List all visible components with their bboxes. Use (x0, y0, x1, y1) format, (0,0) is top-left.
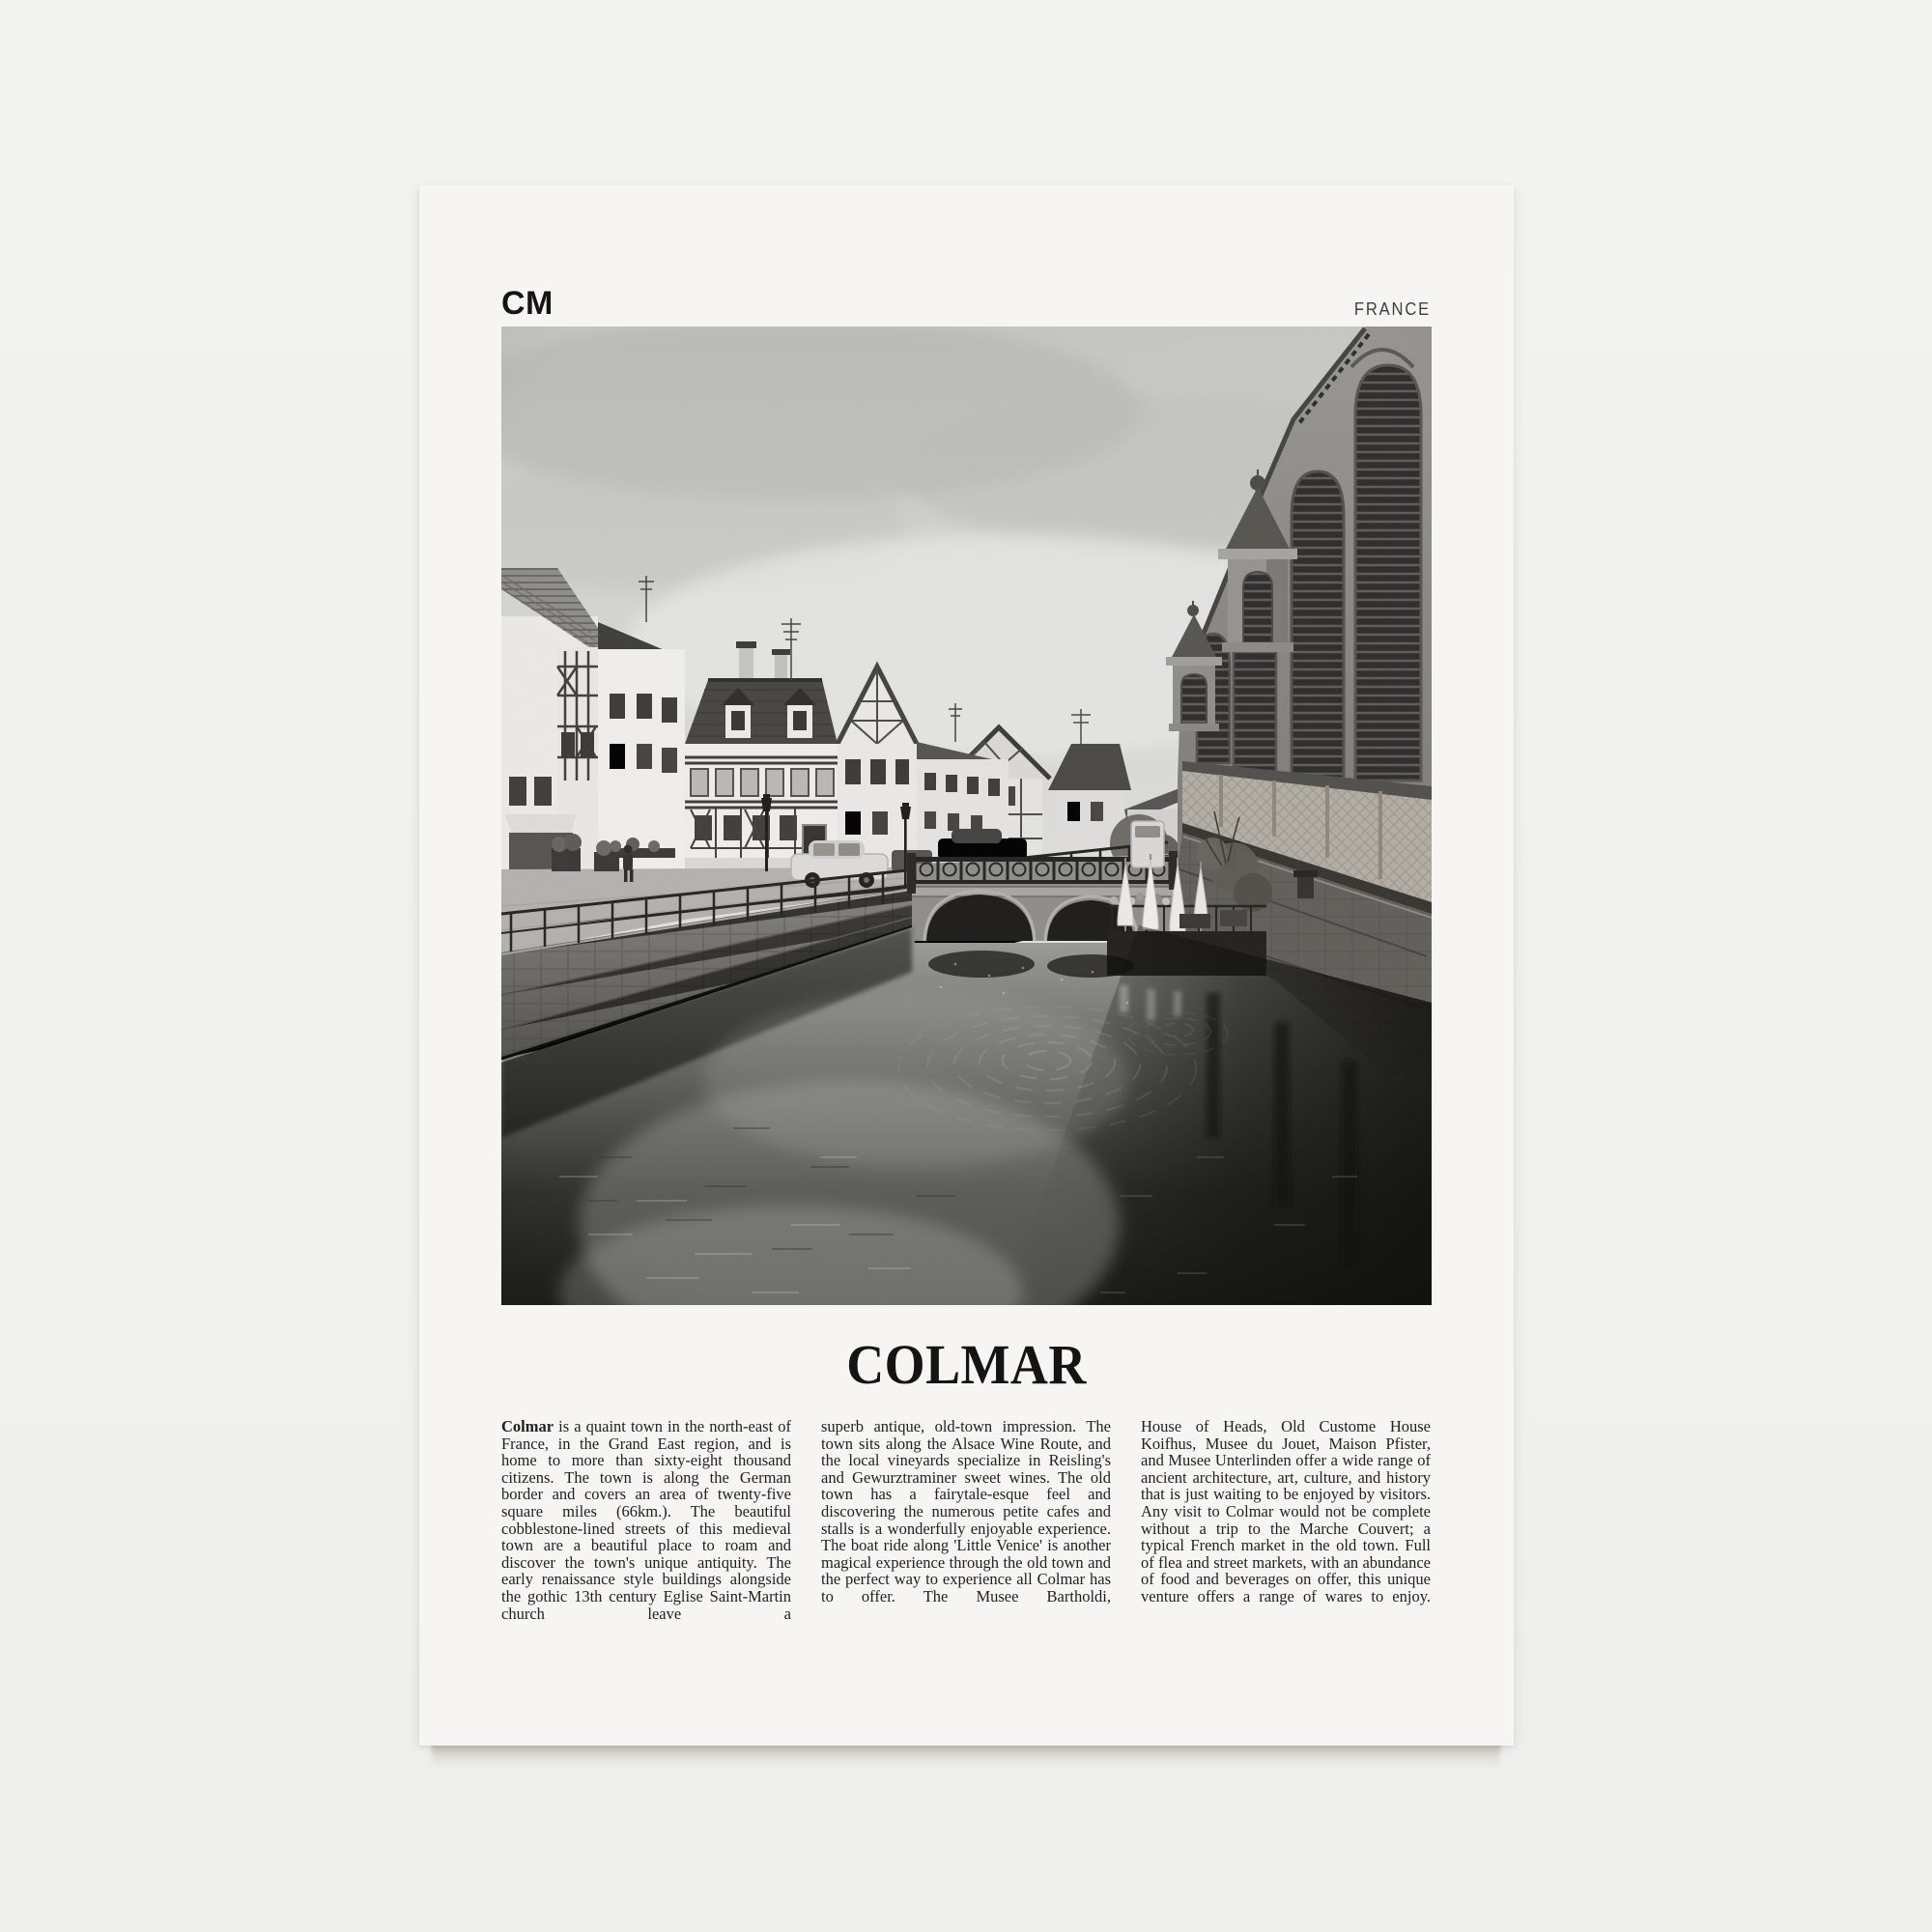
article-column-1: Colmar is a quaint town in the north-east of France, in the Grand East region, and is home to more than sixty-eight thousand citizens. The town is along the German border and covers an area of twenty-five square miles (66km.). The beautiful cobblestone-lined streets of this medieval town are a beautiful place to roam and discover the town's unique antiquity. The early renaissance style buildings alongside the gothic 13th century Eglise Saint-Martin church leave a (501, 1417, 791, 1623)
colmar-canal-photo (501, 327, 1432, 1305)
poster-photo (501, 327, 1432, 1305)
brand-logo: CM (501, 285, 554, 322)
article-lead-word: Colmar (501, 1417, 554, 1435)
poster-shadow (432, 1743, 1500, 1768)
vignette-overlay (501, 327, 1432, 1305)
article-column-3: House of Heads, Old Custome House Koifhus, Musee du Jouet, Maison Pfister, and Musee Unterlinden offer a wide range of ancient architecture, art, culture, and history that is just waiting to be enjoyed by visitors. Any visit to Colmar would not be complete without a trip to the Marche Couvert; a typical French market in the old town. Full of flea and street markets, with an abundance of food and beverages on offer, this unique venture offers a range of wares to enjoy. (1141, 1417, 1431, 1605)
poster-title: COLMAR (846, 1333, 1087, 1396)
country-label: FRANCE (1353, 299, 1431, 320)
article (501, 1418, 1431, 1622)
poster-header (501, 281, 1431, 320)
article-column-2: superb antique, old-town impression. The town sits along the Alsace Wine Route, and the local vineyards specialize in Reisling's and Gewurztraminer sweet wines. The old town has a fairytale-esque feel and discovering the numerous petite cafes and stalls is a wonderfully enjoyable experience. The boat ride along 'Little Venice' is another magical experience through the old town and the perfect way to experience all Colmar has to offer. The Musee Bartholdi, (821, 1417, 1111, 1605)
poster (419, 185, 1514, 1746)
